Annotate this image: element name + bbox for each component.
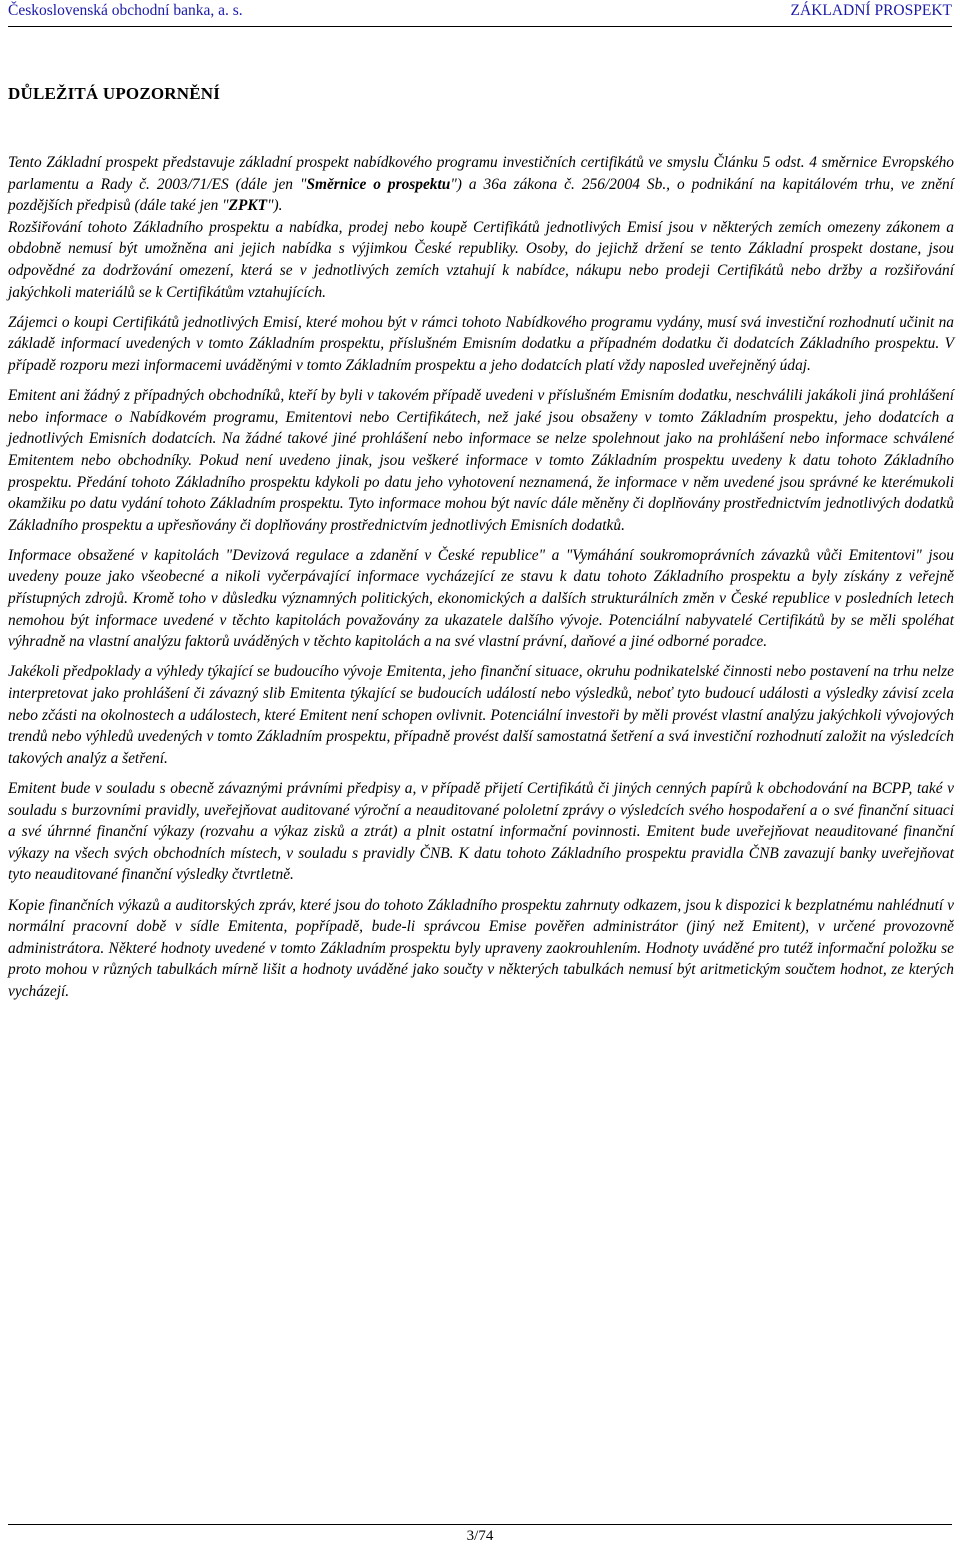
page-number: 3/74 — [466, 1528, 494, 1544]
document-body — [8, 152, 954, 1011]
paragraph-3: Zájemci o koupi Certifikátů jednotlivých Emisí, které mohou být v rámci tohoto Nabídkového programu vydány, musí svá investiční rozhodnutí učinit na základě informací uvedených v tomto Základním prospektu, příslušném Emisním dodatku a případném dodatku či dodatcích Základního prospektu. V případě rozporu mezi informacemi uváděnými v tomto Základním prospektu a jeho dodatcích platí vždy naposled uveřejněný údaj. — [8, 313, 954, 374]
header-divider — [8, 26, 952, 27]
paragraph-5: Informace obsažené v kapitolách "Devizová regulace a zdanění v České republice" a "Vymáhání soukromoprávních závazků vůči Emitentovi" jsou uvedeny pouze jako všeobecné a nikoli vyčerpávající informace vycházející ze stavu k datu tohoto Základního prospektu a byly získány z veřejně přístupných zdrojů. Kromě toho v důsledku významných politických, ekonomických a dalších strukturálních změn v České republice v posledních letech nemohou být informace uvedené v těchto kapitolách považovány za ukazatele dalšího vývoje. Potenciální nabyvatelé Certifikátů by se měli spoléhat výhradně na vlastní analýzu faktorů uváděných v těchto kapitolách a na své vlastní právní, daňové a jiné odborné poradce. — [8, 546, 954, 651]
section-title: DŮLEŽITÁ UPOZORNĚNÍ — [8, 84, 221, 103]
paragraph-1-text-a: Tento Základní prospekt představuje základní prospekt nabídkového programu investičních certifikátů ve smyslu Článku 5 odst. 4 směrnice Evropského parlamentu a Rady č. 2003/71/ES (dále jen " — [8, 154, 954, 193]
paragraph-1-bold-zpkt: ZPKT — [228, 197, 268, 215]
paragraph-1-bold-directive: Směrnice o prospektu — [306, 175, 451, 193]
header-document-title: ZÁKLADNÍ PROSPEKT — [790, 2, 952, 19]
paragraph-2: Rozšiřování tohoto Základního prospektu a nabídka, prodej nebo koupě Certifikátů jednotlivých Emisí jsou v některých zemích omezeny zákonem a obdobně nemusí být umožněna ani jejich nabídka s výjimkou České republiky. Osoby, do jejichž držení se tento Základní prospekt dostane, jsou odpovědné za dodržování omezení, která se v jednotlivých zemích vztahují k nabídce, nákupu nebo prodeji Certifikátů nebo držby a rozšiřování jakýchkoli materiálů se k Certifikátům vztahujících. — [8, 218, 954, 301]
footer-divider — [8, 1524, 952, 1525]
page-header — [8, 2, 952, 24]
paragraph-1 — [8, 152, 954, 217]
paragraph-6: Jakékoli předpoklady a výhledy týkající se budoucího vývoje Emitenta, jeho finanční situace, okruhu podnikatelské činnosti nebo postavení na trhu nelze interpretovat jako prohlášení či závazný slib Emitenta týkající se budoucích událostí nebo výsledků, neboť tyto budoucí události a výsledky závisí zcela nebo zčásti na okolnostech a událostech, které Emitent není schopen ovlivnit. Potenciální investoři by měli provést vlastní analýzu jakýchkoli vývojových trendů nebo výhledů uvedených v tomto Základním prospektu, případně provést další samostatná šetření a svá investiční rozhodnutí založit na výsledcích takových analýz a šetření. — [8, 663, 954, 767]
paragraph-1-text-c: "). — [267, 197, 283, 215]
paragraph-1-text-b: ") a 36a zákona č. 256/2004 Sb., o podnikání na kapitálovém trhu, ve znění pozdějších předpisů (dále také jen " — [8, 175, 954, 215]
paragraph-4: Emitent ani žádný z případných obchodníků, kteří by byli v takovém případě uvedeni v příslušném Emisním dodatku, neschválili jakákoli jiná prohlášení nebo informace o Nabídkovém programu, Emitentovi nebo Certifikátech, než jaké jsou obsaženy v tomto Základním prospektu, jeho dodatcích a jednotlivých Emisních dodatcích. Na žádné takové jiné prohlášení nebo informace se nelze spolehnout jako na prohlášení nebo informace schválené Emitentem nebo obchodníky. Pokud není uvedeno jinak, jsou veškeré informace v tomto Základním prospektu uvedeny k datu tohoto Základního prospektu. Předání tohoto Základního prospektu kdykoli po datu jeho vyhotovení neznamená, že informace v něm uvedené jsou správné ke kterémukoli okamžiku po datu vydání tohoto Základním prospektu. Tyto informace mohou být navíc dále měněny či doplňovány prostřednictvím jednotlivých dodatků Základního prospektu a upřesňovány či doplňovány prostřednictvím jednotlivých Emisních dodatků. — [8, 387, 954, 534]
paragraph-7: Emitent bude v souladu s obecně závaznými právními předpisy a, v případě přijetí Certifikátů či jiných cenných papírů k obchodování na BCPP, také v souladu s burzovními pravidly, uveřejňovat auditované výroční a neauditované pololetní zprávy o výsledcích svého hospodaření a o své finanční situaci a své úhrnné finanční výkazy (rozvahu a výkaz zisků a ztrát) a plnit ostatní informační povinnosti. Emitent bude uveřejňovat neauditované finanční výkazy na všech svých obchodních místech, v souladu s pravidly ČNB. K datu tohoto Základního prospektu pravidla ČNB zavazují banky uveřejňovat tyto neauditované finanční výsledky čtvrtletně. — [8, 780, 954, 884]
header-bank-name: Československá obchodní banka, a. s. — [8, 2, 243, 19]
paragraph-8: Kopie finančních výkazů a auditorských zpráv, které jsou do tohoto Základního prospektu zahrnuty odkazem, jsou k dispozici k bezplatnému nahlédnutí v normální pracovní době v sídle Emitenta, popřípadě, bude-li správcou Emise pověřen administrátor (jiný než Emitent), v určené provozovně administrátora. Některé hodnoty uvedené v tomto Základním prospektu byly upraveny zaokrouhlením. Hodnoty uváděné pro tutéž informační položku se proto mohou v různých tabulkách mírně lišit a hodnoty uváděné jako součty v některých tabulkách nemusí být aritmetickým součtem hodnot, ze kterých vycházejí. — [8, 896, 954, 1000]
